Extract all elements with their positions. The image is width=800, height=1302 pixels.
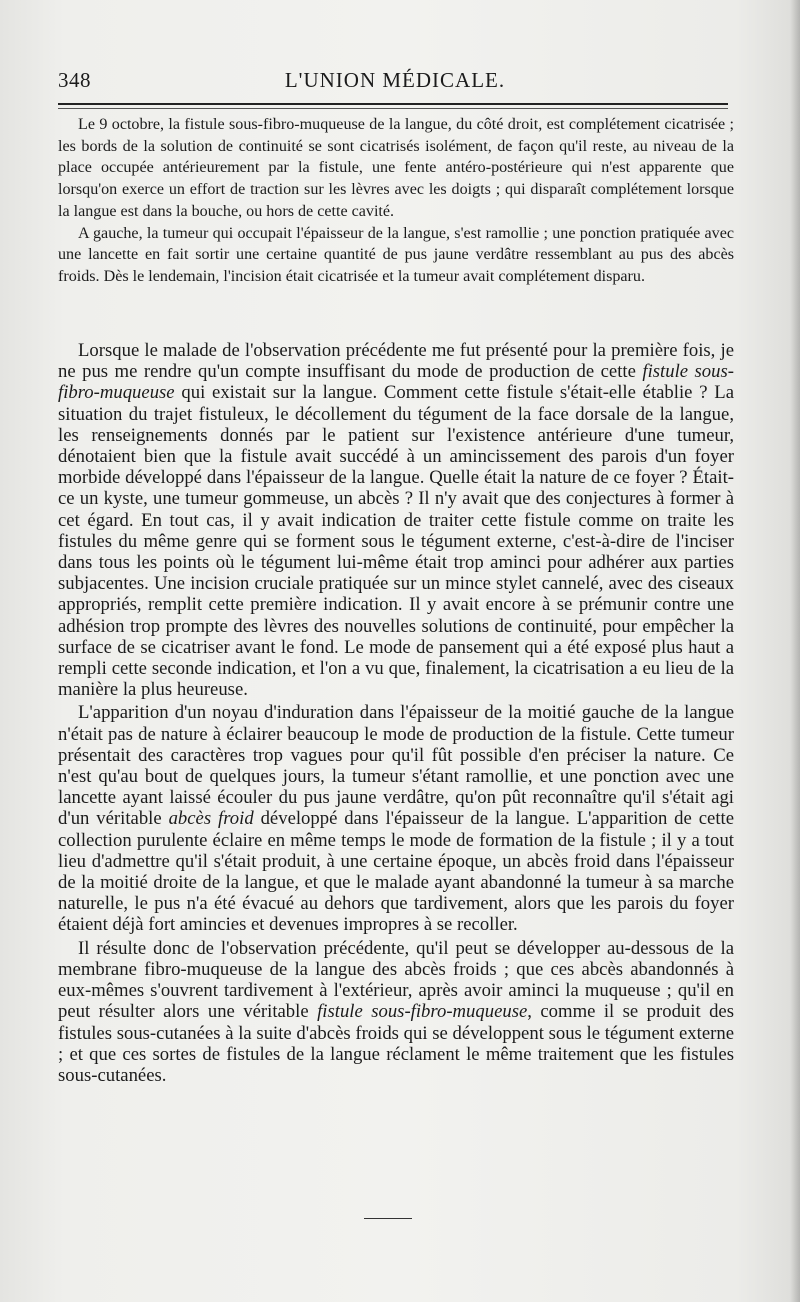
observation-text (58, 114, 734, 288)
italic-term: fistule sous-fibro-muqueuse (317, 1001, 528, 1023)
discussion-paragraph (58, 702, 734, 935)
discussion-paragraph (58, 938, 734, 1086)
text-run: qui existait sur la langue. Comment cette fistule s'était-elle établie ? La situation du trajet fistuleux, le décollement du tégument de la face dorsale de la langue, les renseignements donnés par le patient sur l'existence antérieure d'une tumeur, dénotaient bien que la fistule avait succédé à un amincissement des parois d'un foyer morbide développé dans l'épaisseur de la langue. Quelle était la nature de ce foyer ? Était-ce un kyste, une tumeur gommeuse, un abcès ? Il n'y avait que des conjectures à former à cet égard. En tout cas, il y avait indication de traiter cette fistule comme on traite les fistules du même genre qui se forment sous le tégument externe, c'est-à-dire de l'inciser dans tous les points où le tégument lui-même était trop aminci pour adhérer aux parties subjacentes. Une incision cruciale pratiquée sur un mince stylet cannelé, avec des ciseaux appropriés, remplit cette première indication. Il y avait encore à se prémunir contre une adhésion trop prompte des lèvres des nouvelles solutions de continuité, pour empêcher la surface de se cicatriser avant le fond. Le mode de pansement qui a été exposé plus haut a rempli cette seconde indication, et l'on a vu que, finalement, la cicatrisation a eu lieu de la manière la plus heureuse. (58, 382, 734, 701)
italic-term: abcès froid (168, 808, 254, 830)
page-number: 348 (58, 68, 91, 92)
italic-term: fistule sous-fibro-muqueuse (58, 361, 734, 404)
text-run: L'apparition d'un noyau d'induration dans l'épaisseur de la moitié gauche de la langue n'était pas de nature à éclairer beaucoup le mode de production de la fistule. Cette tumeur présentait des caractères trop vagues pour qu'il fût possible d'en préciser la nature. Ce n'est qu'au bout de quelques jours, la tumeur s'étant ramollie, et une ponction avec une lancette ayant laissé écouler du pus jaune verdâtre, qu'on pût reconnaître qu'il s'était agi d'un véritable (58, 702, 734, 830)
page-header (58, 68, 732, 98)
text-run: développé dans l'épaisseur de la langue. L'apparition de cette collection purulente éclaire en même temps le mode de formation de la fistule ; il y a tout lieu d'admettre qu'il s'était produit, à une certaine époque, un abcès froid dans l'épaisseur de la moitié droite de la langue, et que le malade ayant abandonné la tumeur à sa marche naturelle, le pus n'a été évacué au dehors que tardivement, alors que les parois du foyer étaient déjà fort amincies et devenues impropres à se recoller. (58, 808, 734, 936)
text-run: Lorsque le malade de l'observation précédente me fut présenté pour la première fois, je ne pus me rendre qu'un compte insuffisant du mode de production de cette (58, 340, 734, 383)
header-rule-thin (58, 108, 728, 109)
discussion-text (58, 340, 734, 1086)
header-rule (58, 103, 728, 105)
observation-paragraph: A gauche, la tumeur qui occupait l'épaisseur de la langue, s'est ramollie ; une ponction pratiquée avec une lancette en fait sortir une certaine quantité de pus jaune verdâtre ressemblant au pus des abcès froids. Dès le lendemain, l'incision était cicatrisée et la tumeur avait complétement disparu. (58, 224, 734, 285)
observation-paragraph: Le 9 octobre, la fistule sous-fibro-muqueuse de la langue, du côté droit, est complétement cicatrisée ; les bords de la solution de continuité se sont cicatrisés isolément, de façon qu'il reste, au niveau de la place occupée antérieurement par la fistule, une fente antéro-postérieure qui n'est apparente que lorsqu'on exerce un effort de traction sur les lèvres avec les doigts ; qui disparaît complétement lorsque la langue est dans la bouche, ou hors de cette cavité. (58, 116, 734, 220)
running-title: L'UNION MÉDICALE. (284, 68, 506, 92)
text-run: Il résulte donc de l'observation précédente, qu'il peut se développer au-dessous de la membrane fibro-muqueuse de la langue des abcès froids ; que ces abcès abandonnés à eux-mêmes s'ouvrent tardivement à l'extérieur, après avoir aminci la muqueuse ; qu'il en peut résulter alors une véritable (58, 937, 734, 1023)
text-run: , comme il se produit des fistules sous-cutanées à la suite d'abcès froids qui se développent sous le tégument externe ; et que ces sortes de fistules de la langue réclament le même traitement que les fistules sous-cutanées. (58, 1001, 734, 1086)
section-end-rule (364, 1218, 412, 1219)
page-spine-shadow (790, 0, 800, 1302)
discussion-paragraph (58, 340, 734, 700)
